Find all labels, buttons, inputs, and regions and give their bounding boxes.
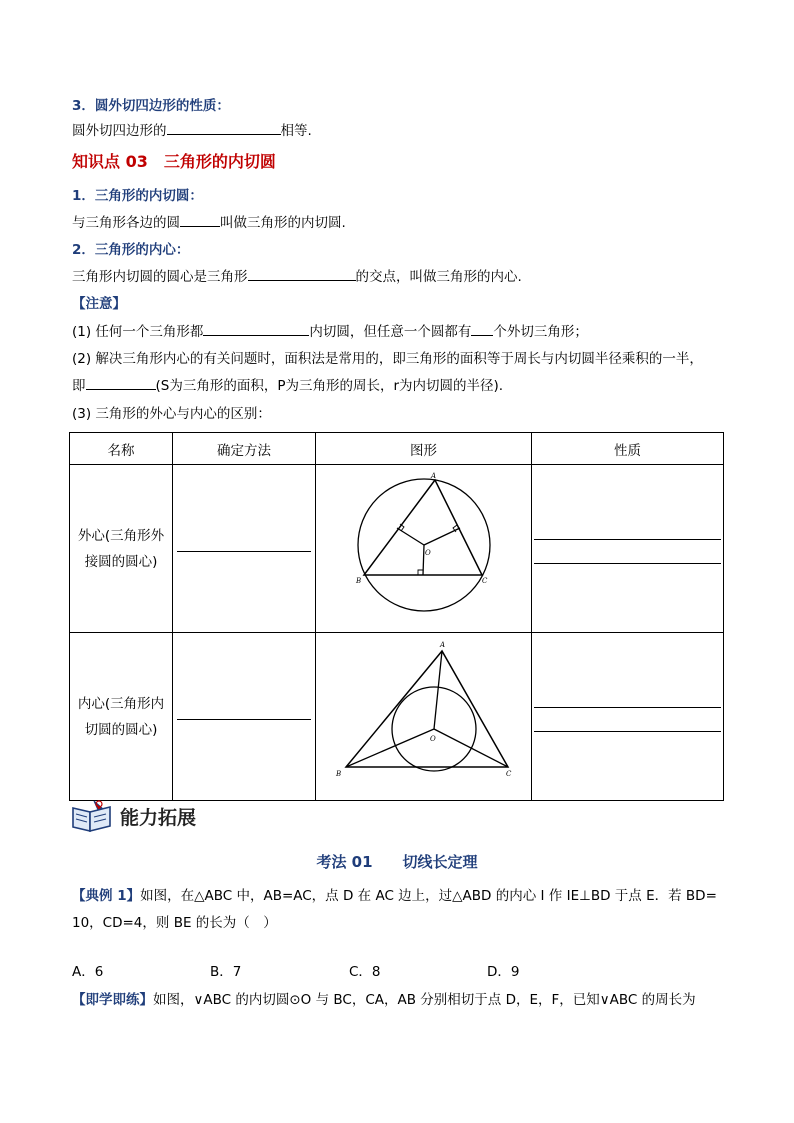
ex1-line1: [72, 886, 717, 906]
note2-b1: 即: [72, 378, 86, 394]
sub1-heading: [72, 186, 203, 206]
sub2-text-a: 三角形内切圆的圆心是三角形: [72, 269, 248, 285]
note3-line: (3) 三角形的外心与内心的区别：: [72, 406, 271, 422]
incenter-method-blank[interactable]: [177, 719, 311, 720]
option-d[interactable]: D．9: [487, 964, 520, 980]
circumcenter-property-blank1[interactable]: [534, 539, 721, 540]
header-figure: 图形: [316, 433, 532, 465]
label-o: O: [430, 735, 436, 743]
sub2-line: [72, 267, 522, 287]
circumcenter-name-l2: 接圆的圆心): [84, 553, 158, 570]
sub1-blank[interactable]: [180, 213, 220, 227]
sec3-title: 圆外切四边形的性质：: [94, 98, 230, 114]
book-icon: [70, 798, 116, 838]
cell-circumcenter-method: [173, 465, 316, 633]
circumcenter-diagram: [316, 465, 531, 628]
sub1-line: [72, 213, 346, 233]
option-c[interactable]: C．8: [349, 964, 381, 980]
note2-b2: (S为三角形的面积，P为三角形的周长，r为内切圆的半径).: [155, 378, 504, 394]
incenter-property-blank2[interactable]: [534, 731, 721, 732]
method-title: 考法 01 切线长定理: [316, 853, 478, 871]
sub2-heading: [72, 240, 189, 260]
note1-blank2[interactable]: [471, 322, 493, 336]
incenter-property-blank1[interactable]: [534, 707, 721, 708]
sec3-line: [72, 121, 312, 141]
sec3-blank[interactable]: [167, 121, 281, 135]
cell-incenter-method: [173, 633, 316, 801]
cell-circumcenter-name: [70, 465, 173, 633]
label-o: O: [425, 549, 431, 557]
label-b: B: [356, 577, 362, 585]
circumcenter-name-l1: 外心(三角形外: [77, 527, 165, 544]
ex1-text1: 如图，在△ABC 中，AB=AC，点 D 在 AC 边上，过△ABD 的内心 I 作 IE⊥BD 于点 E．若 BD=: [140, 888, 717, 904]
table-row-incenter: [70, 633, 724, 801]
sub1-num: 1．: [72, 188, 95, 204]
sec3-text-a: 圆外切四边形的: [72, 123, 167, 139]
ex1-line2: 10，CD=4，则 BE 的长为（ ）: [72, 915, 277, 931]
header-property: 性质: [532, 433, 724, 465]
option-b[interactable]: B．7: [210, 964, 242, 980]
circumcenter-property-blank2[interactable]: [534, 563, 721, 564]
label-a: A: [431, 472, 437, 480]
sub1-title: 三角形的内切圆：: [94, 188, 203, 204]
note2-line-b: [72, 376, 503, 396]
note1-c: 个外切三角形；: [493, 324, 588, 340]
ex1-label: 【典例 1】: [72, 888, 141, 904]
note-label: 【注意】: [72, 296, 126, 312]
sub2-num: 2．: [72, 242, 95, 258]
note2-line-a: (2) 解决三角形内心的有关问题时，面积法是常用的，即三角形的面积等于周长与内切圆半径乘积的一半，: [72, 351, 703, 367]
compare-table: [69, 432, 724, 801]
note2-blank[interactable]: [86, 376, 156, 390]
sub2-text-b: 的交点，叫做三角形的内心.: [355, 269, 522, 285]
header-name: 名称: [70, 433, 173, 465]
note1-line: [72, 322, 588, 342]
kp03-title: 知识点 03 三角形的内切圆: [72, 152, 276, 171]
cell-circumcenter-property: [532, 465, 724, 633]
table-header-row: [70, 433, 724, 465]
header-method: 确定方法: [173, 433, 316, 465]
circumcenter-method-blank[interactable]: [177, 551, 311, 552]
note1-b: 内切圆，但任意一个圆都有: [309, 324, 472, 340]
table-row-circumcenter: [70, 465, 724, 633]
sub1-text-a: 与三角形各边的圆: [72, 215, 180, 231]
sec3-text-b: 相等.: [280, 123, 312, 139]
label-c: C: [482, 577, 488, 585]
label-a: A: [440, 641, 446, 649]
practice-text: 如图，∨ABC 的内切圆⊙O 与 BC，CA，AB 分别相切于点 D，E，F，已知∨ABC 的周长为: [153, 992, 696, 1008]
incenter-name-l2: 切圆的圆心): [84, 721, 158, 738]
ability-title: 能力拓展: [120, 807, 197, 829]
sec3-heading: [72, 96, 230, 116]
cell-circumcenter-figure: [316, 465, 532, 633]
cell-incenter-figure: [316, 633, 532, 801]
practice-line: [72, 990, 696, 1010]
label-b: B: [336, 770, 342, 778]
incenter-diagram: [316, 633, 531, 796]
label-c: C: [506, 770, 512, 778]
sub2-blank[interactable]: [248, 267, 356, 281]
note1-blank1[interactable]: [203, 322, 309, 336]
sec3-num: 3．: [72, 98, 95, 114]
practice-label: 【即学即练】: [72, 992, 153, 1008]
cell-incenter-name: [70, 633, 173, 801]
incenter-name-l1: 内心(三角形内: [77, 695, 165, 712]
sub2-title: 三角形的内心：: [94, 242, 190, 258]
option-a[interactable]: A．6: [72, 964, 104, 980]
cell-incenter-property: [532, 633, 724, 801]
note1-a: (1) 任何一个三角形都: [72, 324, 204, 340]
sub1-text-b: 叫做三角形的内切圆.: [220, 215, 346, 231]
